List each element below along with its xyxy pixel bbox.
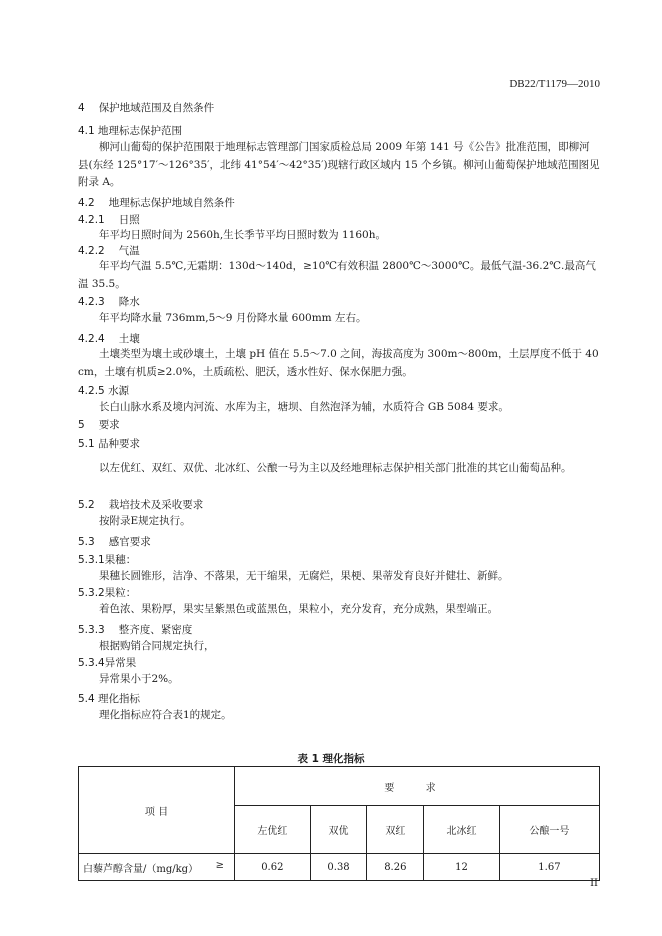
section-5-3-3-body: 根据购销合同规定执行， [99,640,215,652]
document-code: DB22/T1179—2010 [509,78,600,90]
section-4-2-1-heading: 4.2.1 日照 [78,214,140,226]
section-4-2-5-body: 长白山脉水系及境内河流、水库为主，塘坝、自然泡泽为辅，水质符合 GB 5084 要求。 [99,401,509,413]
section-4-2-3-heading: 4.2.3 降水 [78,296,140,308]
table-caption: 表 1 理化指标 [297,753,365,765]
table-column-header: 左优红 [235,806,311,854]
section-4-2-heading: 4.2 地理标志保护地域自然条件 [78,197,235,209]
section-4-2-1-body: 年平均日照时间为 2560h,生长季节平均日照时数为 1160h。 [99,229,386,241]
section-4-2-2-body: 年平均气温 5.5℃,无霜期：130d～140d，≥10℃有效积温 2800℃～3000℃。最低气温-36.2℃.最高气温 35.5。 [78,260,596,290]
section-5-2-heading: 5.2 栽培技术及采收要求 [78,499,204,511]
section-5-3-heading: 5.3 感官要求 [78,536,151,548]
section-5-3-4-heading: 5.3.4异常果 [78,657,137,669]
physicochemical-table [78,766,600,881]
table-requirement-header: 要 求 [235,767,600,806]
table-row-label: 白藜芦醇含量/（mg/kg） ≥ [79,854,235,881]
table-column-header: 公酿一号 [499,806,599,854]
section-5-3-1-body: 果穗长圆锥形，洁净、不落果，无干缩果，无腐烂，果梗、果蒂发育良好并健壮、新鲜。 [99,570,509,582]
table-column-header: 双优 [310,806,367,854]
section-5-3-2-body: 着色浓、果粉厚，果实呈紫黑色或蓝黑色，果粒小，充分发育，充分成熟，果型端正。 [99,603,498,615]
section-5-3-1-heading: 5.3.1果穗： [78,554,137,566]
section-5-3-2-heading: 5.3.2果粒： [78,587,137,599]
section-5-3-4-body: 异常果小于2%。 [99,673,179,685]
section-5-4-heading: 5.4 理化指标 [78,693,141,705]
section-5-4-body: 理化指标应符合表1的规定。 [99,709,232,721]
table-column-header: 北冰红 [424,806,500,854]
section-4-1-body: 柳河山葡萄的保护范围限于地理标志管理部门国家质检总局 2009 年第 141 号《公告》批准范围，即柳河县(东经 125°17′～126°35′，北纬 41°54′～42°35′)现辖行政区域内 15 个乡镇。柳河山葡萄保护地域范围图见附录 A。 [78,141,600,188]
section-5-1-body: 以左优红、双红、双优、北冰红、公酿一号为主以及经地理标志保护相关部门批准的其它山葡萄品种。 [99,462,572,474]
table-cell: 8.26 [367,854,424,881]
table-cell: 0.38 [310,854,367,881]
section-4-2-3-body: 年平均降水量 736mm,5～9 月份降水量 600mm 左右。 [99,312,367,324]
section-4-heading: 4 保护地域范围及自然条件 [78,102,215,114]
section-4-1-heading: 4.1 地理标志保护范围 [78,125,183,137]
table-item-header: 项 目 [79,767,235,854]
section-4-2-4-heading: 4.2.4 土壤 [78,333,140,345]
section-5-heading: 5 要求 [78,419,120,431]
table-cell: 0.62 [235,854,311,881]
section-5-1-heading: 5.1 品种要求 [78,438,141,450]
section-4-2-2-heading: 4.2.2 气温 [78,245,140,257]
section-4-2-5-heading: 4.2.5 水源 [78,385,130,397]
section-5-3-3-heading: 5.3.3 整齐度、紧密度 [78,624,193,636]
table-column-header: 双红 [367,806,424,854]
table-cell: 12 [424,854,500,881]
table-cell: 1.67 [499,854,599,881]
table-row [79,854,600,881]
page-number: II [590,878,598,889]
section-4-2-4-body: 土壤类型为壤土或砂壤土，土壤 pH 值在 5.5～7.0 之间，海拔高度为 300m～800m，土层厚度不低于 40 cm，土壤有机质≥2.0%，土质疏松、肥沃，透水性好、保水保肥力强。 [78,348,599,378]
section-5-2-body: 按附录E规定执行。 [99,515,191,527]
